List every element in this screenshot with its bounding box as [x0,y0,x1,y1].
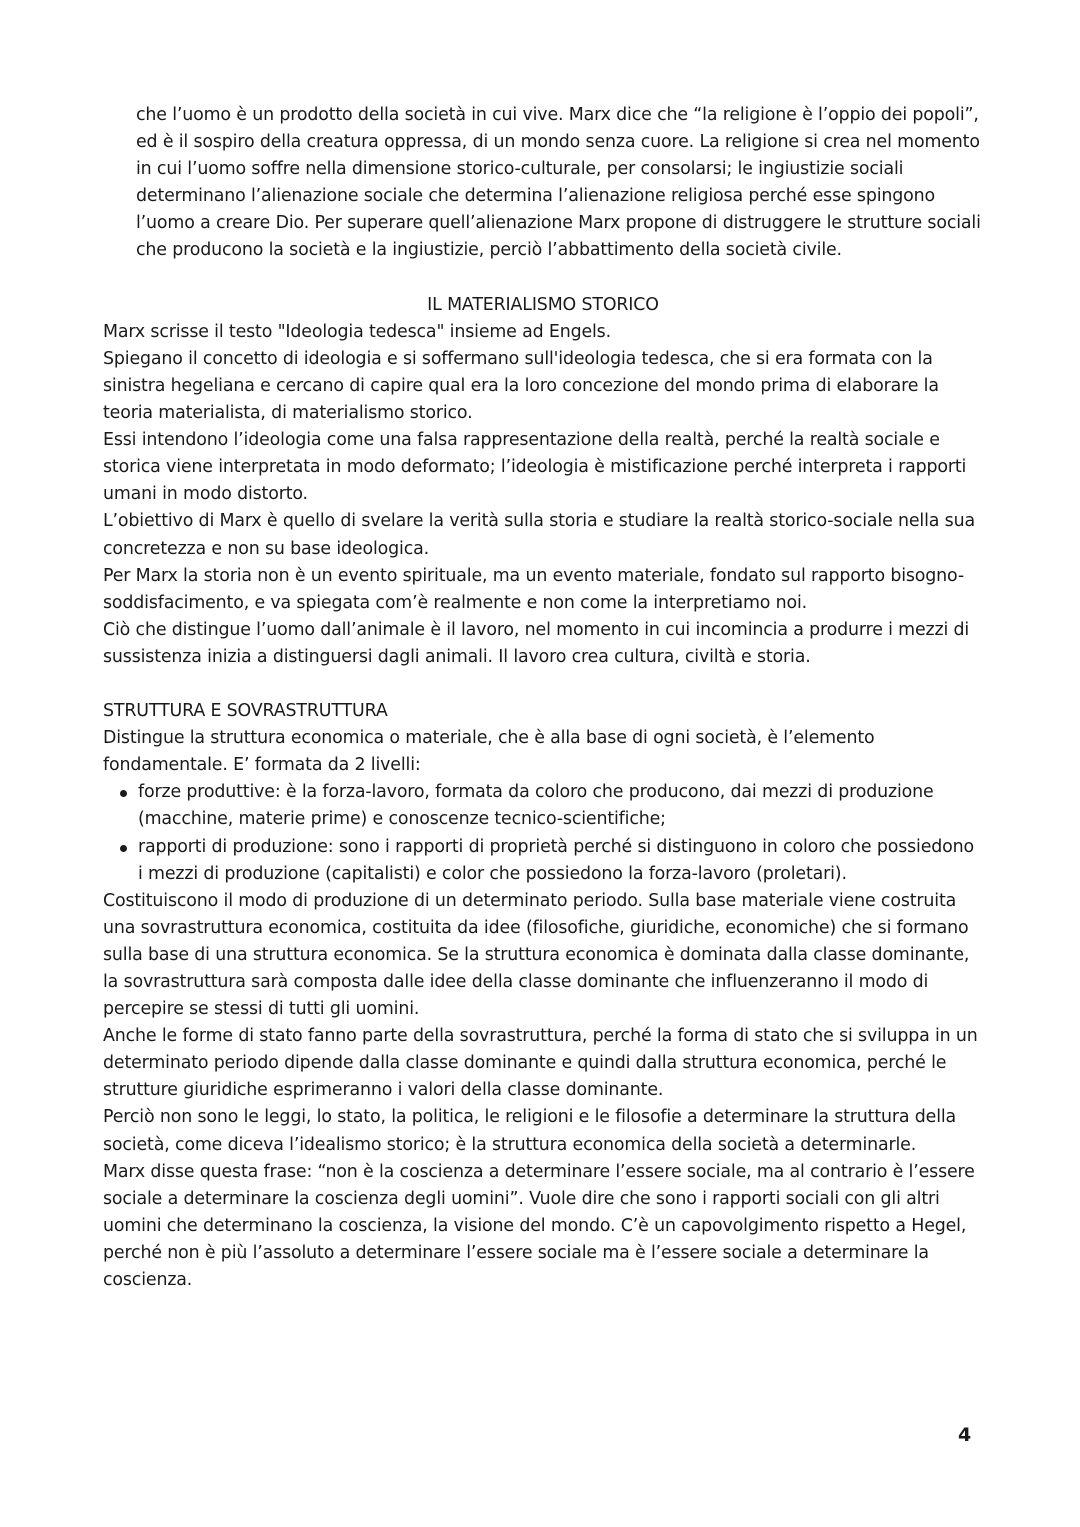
list-item-text: rapporti di produzione: sono i rapporti di proprietà perché si distinguono in coloro che possiedono i mezzi di produzione (capitalisti) e color che possiedono la forza-lavoro (proletari). [138,836,974,884]
paragraph: Ciò che distingue l’uomo dall’animale è il lavoro, nel momento in cui incomincia a produrre i mezzi di sussistenza inizia a distinguersi dagli animali. Il lavoro crea cultura, civiltà e storia. [103,619,970,667]
paragraph: L’obiettivo di Marx è quello di svelare la verità sulla storia e studiare la realtà storico-sociale nella sua concretezza e non su base ideologica. [103,511,975,559]
paragraph: Anche le forme di stato fanno parte della sovrastruttura, perché la forma di stato che si sviluppa in un determinato periodo dipende dalla classe dominante e quindi dalla struttura economica, perché le strutture giuridiche esprimeranno i valori della classe dominante. [103,1026,978,1101]
list-item [103,834,983,888]
intro-paragraph: che l’uomo è un prodotto della società in cui vive. Marx dice che “la religione è l’oppio dei popoli”, ed è il sospiro della creatura oppressa, di un mondo senza cuore. La religione si crea nel momento in cui l’uomo soffre nella dimensione storico-culturale, per consolarsi; le ingiustizie sociali determinano l’alienazione sociale che determina l’alienazione religiosa perché esse spingono l’uomo a creare Dio. Per superare quell’alienazione Marx propone di distruggere le strutture sociali che producono la società e la ingiustizie, perciò l’abbattimento della società civile. [136,105,981,261]
page-number: 4 [958,1424,972,1446]
paragraph: Perciò non sono le leggi, lo stato, la politica, le religioni e le filosofie a determinare la struttura della società, come diceva l’idealismo storico; è la struttura economica della società a determinarle. [103,1107,957,1155]
paragraph: Distingue la struttura economica o materiale, che è alla base di ogni società, è l’elemento fondamentale. E’ formata da 2 livelli: [103,728,875,776]
paragraph: Essi intendono l’ideologia come una falsa rappresentazione della realtà, perché la realtà sociale e storica viene interpretata in modo deformato; l’ideologia è mistificazione perché interpreta i rapporti umani in modo distorto. [103,430,967,505]
paragraph: Marx scrisse il testo "Ideologia tedesca" insieme ad Engels. [103,321,611,342]
spacer [103,671,983,698]
bullet-list [103,779,983,887]
list-item [103,779,983,833]
list-item-text: forze produttive: è la forza-lavoro, formata da coloro che producono, dai mezzi di produzione (macchine, materie prime) e conoscenze tecnico-scientifiche; [138,782,934,830]
paragraph: Spiegano il concetto di ideologia e si soffermano sull'ideologia tedesca, che si era formata con la sinistra hegeliana e cercano di capire qual era la loro concezione del mondo prima di elaborare la teoria materialista, di materialismo storico. [103,348,939,424]
spacer [103,265,983,292]
section-heading-materialismo: IL MATERIALISMO STORICO [427,294,659,315]
bullet-icon [120,790,127,797]
bullet-icon [120,845,127,852]
section-heading-struttura: STRUTTURA E SOVRASTRUTTURA [103,701,388,722]
paragraph: Marx disse questa frase: “non è la coscienza a determinare l’essere sociale, ma al contrario è l’essere sociale a determinare la coscienza degli uomini”. Vuole dire che sono i rapporti sociali con gli altri uomini che determinano la coscienza, la visione del mondo. C’è un capovolgimento rispetto a Hegel, perché non è più l’assoluto a determinare l’essere sociale ma è l’essere sociale a determinare la coscienza. [103,1161,975,1291]
paragraph: Costituiscono il modo di produzione di un determinato periodo. Sulla base materiale viene costruita una sovrastruttura economica, costituita da idee (filosofiche, giuridiche, economiche) che si formano sulla base di una struttura economica. Se la struttura economica è dominata dalla classe dominante, la sovrastruttura sarà composta dalle idee della classe dominante che influenzeranno il modo di percepire se stessi di tutti gli uomini. [103,890,970,1020]
document-page [103,102,983,1294]
paragraph: Per Marx la storia non è un evento spirituale, ma un evento materiale, fondato sul rapporto bisogno-soddisfacimento, e va spiegata com’è realmente e non come la interpretiamo noi. [103,565,964,613]
